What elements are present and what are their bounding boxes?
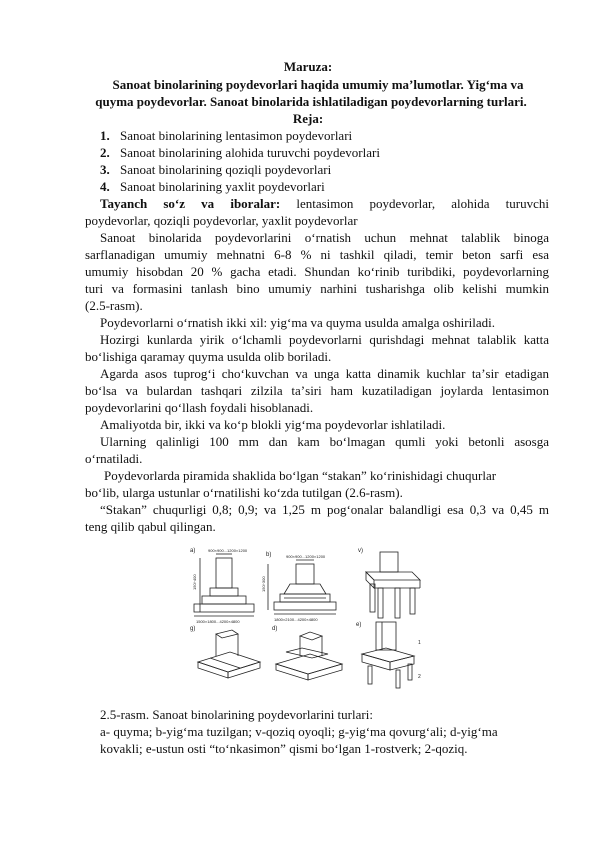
- paragraph-line: Poydevorlarni oʻrnatish ikki xil: yigʻma va quyma usulda amalga oshiriladi.: [100, 315, 495, 330]
- foundation-b-drawing: [268, 560, 336, 614]
- paragraph-line: Sanoat binolarida poydevorlarini oʻrnatish uchun mehnat talablik binoga: [100, 230, 549, 245]
- dim-a-side: 150÷400: [192, 574, 197, 590]
- foundation-types-figure: [190, 544, 440, 699]
- lecture-heading-line-2: quyma poydevorlar. Sanoat binolarida ishlatiladigan poydevorlarning turlari.: [95, 94, 527, 109]
- plan-item-number: 3.: [100, 162, 110, 177]
- lecture-heading-line-1: Sanoat binolarining poydevorlari haqida umumiy maʼlumotlar. Yigʻma va: [112, 77, 524, 92]
- paragraph-line: oʻrnatiladi.: [85, 451, 143, 466]
- figure-caption-line: kovakli; e-ustun osti “toʻnkasimon” qismi boʻlgan 1-rostverk; 2-qoziq.: [100, 741, 468, 756]
- paragraph-line: (2.5-rasm).: [85, 298, 143, 313]
- dim-b-top: 900×900...1200×1200: [286, 554, 326, 559]
- foundation-v-drawing: [366, 552, 420, 618]
- plan-item-text: Sanoat binolarining qoziqli poydevorlari: [120, 162, 332, 177]
- plan-item-text: Sanoat binolarining lentasimon poydevorlari: [120, 128, 353, 143]
- dim-b-side: 150÷300: [261, 576, 266, 592]
- lecture-title: Maruza:: [283, 59, 333, 74]
- dim-a-top: 900×900...1200×1200: [208, 548, 248, 553]
- foundation-d-drawing: [276, 632, 342, 680]
- paragraph-line: “Stakan” chuqurligi 0,8; 0,9; va 1,25 m pogʻonalar balandligi esa 0,3 va 0,45 m: [100, 502, 549, 517]
- keywords-text-1: lentasimon poydevorlar, alohida turuvchi: [296, 196, 549, 211]
- figure-caption-line: a- quyma; b-yigʻma tuzilgan; v-qoziq oyoqli; g-yigʻma qovurgʻali; d-yigʻma: [100, 724, 498, 739]
- paragraph-line: teng qilib qabul qilingan.: [85, 519, 216, 534]
- paragraph-line: umumiy hisobdan 20 % gacha etadi. Shundan koʻrinib turibdiki, poydevorlarning: [85, 264, 549, 279]
- figure-caption-line: 2.5-rasm. Sanoat binolarining poydevorlarini turlari:: [100, 707, 373, 722]
- plan-item-number: 4.: [100, 179, 110, 194]
- paragraph-line: boʻlsa va bulardan tashqari zilzila taʼsiri ham kuzatiladigan joylarda lentasimon: [85, 383, 549, 398]
- keywords-label: Tayanch soʻz va iboralar:: [100, 196, 281, 211]
- paragraph-line: poydevorlarini qoʻllash foydali hisoblanadi.: [85, 400, 314, 415]
- keywords-line-1: [100, 195, 549, 212]
- foundation-g-drawing: [198, 630, 260, 678]
- paragraph-line: boʻlishiga qaramay quyma usulda olib boriladi.: [85, 349, 332, 364]
- figure-label-d: d): [272, 626, 278, 632]
- paragraph-line: turi va formasini tanlash bino umumiy narhini tusharishga olib kelishi mumkin: [85, 281, 549, 296]
- paragraph-line: boʻlib, ularga ustunlar oʻrnatilishi koʻzda tutilgan (2.6-rasm).: [85, 485, 403, 500]
- figure-label-e: e): [356, 622, 362, 628]
- figure-label-v: v): [358, 548, 363, 554]
- figure-label-b: b): [266, 552, 272, 558]
- plan-title: Reja:: [292, 111, 324, 126]
- plan-item-number: 2.: [100, 145, 110, 160]
- plan-item-number: 1.: [100, 128, 110, 143]
- keywords-line-2: poydevorlar, qoziqli poydevorlar, yaxlit poydevorlar: [85, 213, 358, 228]
- callout-1: 1: [418, 640, 421, 646]
- figure-label-g: g): [190, 626, 196, 632]
- figure-label-a: a): [190, 548, 196, 554]
- callout-2: 2: [418, 674, 421, 680]
- foundation-a-drawing: [194, 554, 254, 616]
- foundation-e-drawing: [362, 622, 414, 688]
- dim-a-bottom: 1500×1800...4200×4800: [196, 619, 240, 624]
- plan-item-text: Sanoat binolarining yaxlit poydevorlari: [120, 179, 325, 194]
- plan-item-text: Sanoat binolarining alohida turuvchi poydevorlari: [120, 145, 380, 160]
- paragraph-line: sarflanadigan umumiy mehnatni 6-8 % ni tashkil qiladi, temir beton sarfi esa: [85, 247, 549, 262]
- dim-b-bottom: 1800×2100...4200×4800: [274, 617, 318, 622]
- paragraph-line: Ularning qalinligi 100 mm dan kam boʻlmagan qumli yoki betonli asosga: [100, 434, 549, 449]
- paragraph-line: Poydevorlarda piramida shaklida boʻlgan “stakan” koʻrinishidagi chuqurlar: [104, 468, 497, 483]
- paragraph-line: Hozirgi kunlarda yirik oʻlchamli poydevorlarni qurishdagi mehnat talablik katta: [100, 332, 549, 347]
- paragraph-line: Agarda asos tuprogʻi choʻkuvchan va unga katta dinamik kuchlar taʼsir etadigan: [100, 366, 549, 381]
- paragraph-line: Amaliyotda bir, ikki va koʻp blokli yigʻma poydevorlar ishlatiladi.: [100, 417, 446, 432]
